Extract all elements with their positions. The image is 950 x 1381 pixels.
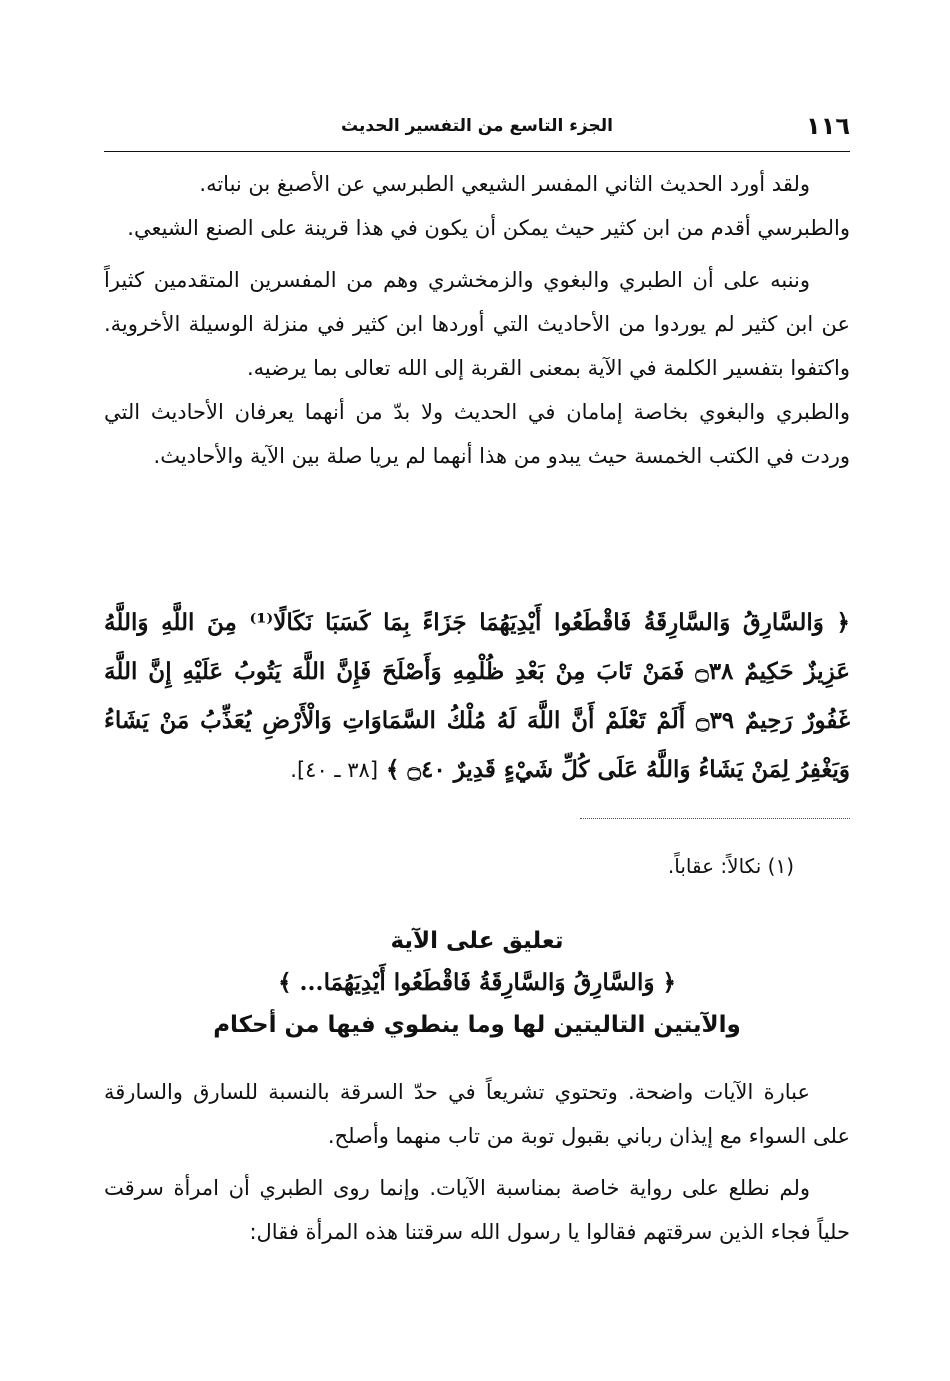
paragraph: عبارة الآيات واضحة. وتحتوي تشريعاً في حدّ السرقة بالنسبة للسارق والسارقة على السواء مع إيذان رباني بقبول توبة من تاب منهما وأصلح. [104, 1080, 850, 1148]
body-text-bottom [104, 1070, 850, 1254]
paragraph: ولم نطلع على رواية خاصة بمناسبة الآيات. وإنما روى الطبري أن امرأة سرقت حلياً فجاء الذين سرقتهم فقالوا يا رسول الله سرقتنا هذه المرأة فقال: [104, 1176, 850, 1244]
section-verse: ﴿ وَالسَّارِقُ وَالسَّارِقَةُ فَاقْطَعُوا أَيْدِيَهُمَا... ﴾ [278, 969, 676, 996]
section-subtitle: والآيتين التاليتين لها وما ينطوي فيها من أحكام [213, 1012, 741, 1038]
footnote: (١) نكالاً: عقاباً. [667, 854, 794, 878]
paragraph: والطبرسي أقدم من ابن كثير حيث يمكن أن يكون في هذا قرينة على الصنع الشيعي. [127, 216, 850, 240]
page-header [104, 112, 850, 148]
footnote-separator [580, 818, 850, 819]
section-heading [104, 920, 850, 1046]
page-number: ١١٦ [806, 112, 850, 140]
paragraph: ولقد أورد الحديث الثاني المفسر الشيعي الطبرسي عن الأصبغ بن نباته. [199, 172, 810, 196]
section-title: تعليق على الآية [390, 928, 564, 954]
running-title: الجزء التاسع من التفسير الحديث [341, 116, 613, 136]
paragraph: وننبه على أن الطبري والبغوي والزمخشري وهم من المفسرين المتقدمين كثيراً عن ابن كثير لم يوردوا من الأحاديث التي أوردها ابن كثير في منزلة الوسيلة الأخروية. واكتفوا بتفسير الكلمة في الآية بمعنى القربة إلى الله تعالى بما يرضيه. [104, 268, 850, 380]
quran-verses [104, 598, 850, 795]
verse-reference: [٣٨ ـ ٤٠]. [290, 758, 379, 782]
body-text-top [104, 162, 850, 478]
quran-text: ﴿ وَالسَّارِقُ وَالسَّارِقَةُ فَاقْطَعُوا أَيْدِيَهُمَا جَزَاءً بِمَا كَسَبَا نَكَالًا⁽¹⁾ مِنَ اللَّهِ وَاللَّهُ عَزِيزٌ حَكِيمٌ ۝٣٨ فَمَنْ تَابَ مِنْ بَعْدِ ظُلْمِهِ وَأَصْلَحَ فَإِنَّ اللَّهَ يَتُوبُ عَلَيْهِ إِنَّ اللَّهَ غَفُورٌ رَحِيمٌ ۝٣٩ أَلَمْ تَعْلَمْ أَنَّ اللَّهَ لَهُ مُلْكُ السَّمَاوَاتِ وَالْأَرْضِ يُعَذِّبُ مَنْ يَشَاءُ وَيَغْفِرُ لِمَنْ يَشَاءُ وَاللَّهُ عَلَى كُلِّ شَيْءٍ قَدِيرٌ ۝٤٠ ﴾ [104, 609, 851, 783]
paragraph: والطبري والبغوي بخاصة إمامان في الحديث ولا بدّ من أنهما يعرفان الأحاديث التي وردت في الكتب الخمسة حيث يبدو من هذا أنهما لم يريا صلة بين الآية والأحاديث. [104, 400, 850, 468]
header-rule [104, 151, 850, 152]
